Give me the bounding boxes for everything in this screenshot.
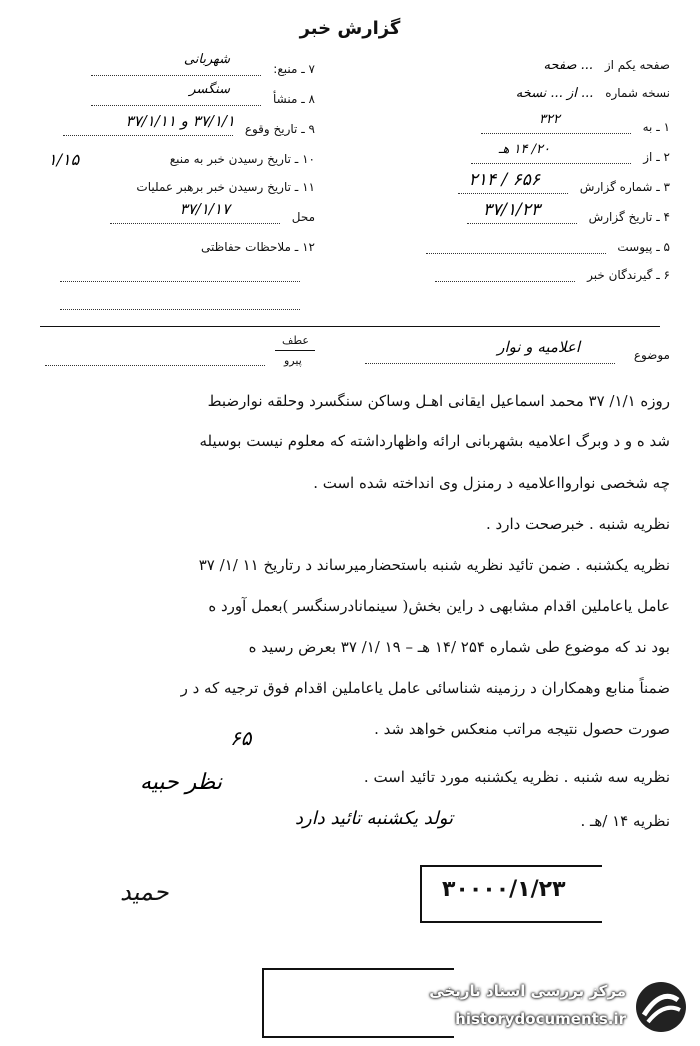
copy-number-field: نسخه شماره ... از ... نسخه: [515, 86, 670, 101]
origin-field: ۸ ـ منشأ: [91, 92, 315, 106]
body-line-9: صورت حصول نتیجه مراتب منعکس خواهد شد .: [374, 720, 670, 738]
registry-stamp: ۳۰۰۰۰/۱/۲۳: [420, 865, 602, 923]
body-line-10: نظریه سه شنبه . نظریه یکشنبه مورد تائید است .: [363, 768, 670, 786]
security-notes-field: ۱۲ ـ ملاحظات حفاظتی: [201, 240, 315, 254]
body-line-6: عامل یاعاملین اقدام مشابهی د راین بخش( سینمانادرسنگسر )بعمل آورد ه: [208, 597, 670, 615]
recipients-field: ۶ ـ گیرندگان خبر: [435, 268, 670, 282]
security-notes-line-2: [60, 296, 300, 310]
location-value: ۳۷/۱/۱۷: [179, 200, 230, 218]
ref-divider: [275, 350, 315, 351]
source-field: ۷ ـ منبع:: [91, 62, 315, 76]
location-field: محل: [110, 210, 315, 224]
body-line-4: نظریه شنبه . خبرصحت دارد .: [485, 515, 670, 533]
source-received-date-value: ۱/۱۵: [48, 150, 80, 169]
origin-value: سنگسر: [189, 82, 230, 97]
source-received-date-field: ۱۰ ـ تاریخ رسیدن خبر به منبع: [169, 152, 315, 166]
report-date-field: ۴ ـ تاریخ گزارش: [467, 210, 670, 224]
to-field: ۱ ـ به: [481, 120, 670, 134]
occurrence-date-field: ۹ ـ تاریخ وقوع: [63, 122, 315, 136]
body-line-2: شد ه و د وبرگ اعلامیه بشهربانی ارائه واظهارداشته که معلوم نیست بوسیله: [199, 432, 670, 450]
handwritten-note-2: نظر حبیه: [140, 770, 222, 795]
signature: حمید: [120, 878, 169, 906]
body-line-7: بود ند که موضوع طی شماره ۲۵۴ /۱۴ هـ – ۱۹ /۱/ ۳۷ بعرض رسید ه: [248, 638, 670, 656]
subject-field: موضوع: [633, 348, 670, 362]
from-field: ۲ ـ از: [471, 150, 670, 164]
archive-logo: [418, 978, 688, 1036]
report-number-field: ۳ ـ شماره گزارش: [458, 180, 670, 194]
source-value: شهربانی: [183, 52, 230, 67]
body-line-11: نظریه ۱۴ /هـ .: [580, 812, 670, 830]
logo-title: مرکز بررسی اسناد تاریخی: [429, 982, 626, 1000]
body-line-1: روزه ۱/۱/ ۳۷ محمد اسماعیل ایقانی اهـل وساکن سنگسرد وحلقه نوارضبط: [207, 392, 670, 410]
ref-line: [45, 352, 265, 366]
to-value: ۳۲۲: [539, 112, 560, 127]
attachment-field: ۵ ـ پیوست: [426, 240, 670, 254]
ops-received-date-field: ۱۱ ـ تاریخ رسیدن خبر برهبر عملیات: [136, 180, 315, 194]
handwritten-note-3: تولد یکشنبه تائید دارد: [295, 808, 454, 829]
archive-logo-icon: [634, 980, 688, 1034]
document-title: گزارش خبر: [299, 18, 401, 39]
body-line-8: ضمناً منابع وهمکاران د رزمینه شناسائی عامل یاعاملین اقدام فوق ترجیه که د ر: [180, 679, 670, 697]
logo-url: historydocuments.ir: [455, 1010, 626, 1028]
body-line-5: نظریه یکشنبه . ضمن تائید نظریه شنبه باستحضارمیرساند د رتاریخ ۱۱ /۱/ ۳۷: [198, 556, 670, 574]
header-divider: [40, 326, 660, 327]
security-notes-line-1: [60, 268, 300, 282]
from-value: ۲۰/ ۱۴ هـ: [498, 142, 550, 157]
body-line-3: چه شخصی نواروااعلامیه د رمنزل وی انداخته شده است .: [313, 474, 670, 492]
ref-bottom: پیرو: [284, 354, 302, 367]
handwritten-note-1: ۶۵: [230, 726, 252, 750]
report-date-value: ۳۷/۱/۲۳: [482, 200, 540, 220]
report-number-value: ۶۵۶ / ۲۱۴: [468, 170, 540, 190]
page-number-field: صفحه یکم از ... صفحه: [543, 58, 670, 73]
subject-value: اعلامیه و نوار: [497, 338, 580, 356]
ref-top: عطف: [282, 334, 309, 347]
occurrence-date-value: ۳۷/۱/۱ و ۳۷/۱/۱۱: [125, 112, 235, 130]
